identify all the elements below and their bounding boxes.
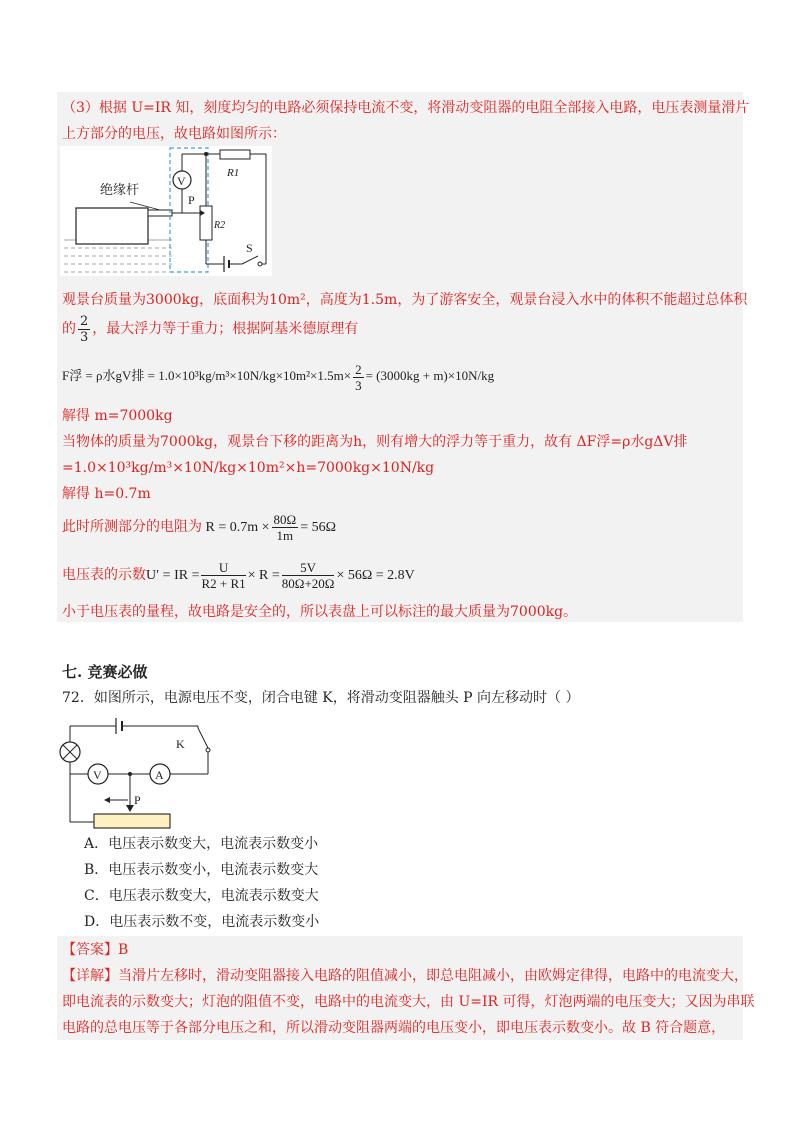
solution-line-8: 解得 h=0.7m (62, 486, 151, 502)
key-switch (198, 728, 208, 748)
lamp-circuit-diagram (58, 712, 228, 830)
option-d: D．电压表示数不变，电流表示数变小 (84, 914, 320, 930)
solution-line-2: 上方部分的电压，故电路如图所示： (62, 126, 286, 142)
svg-text:R2: R2 (214, 220, 226, 231)
detail-line-1: 【详解】当滑片左移时，滑动变阻器接入电路的阻值减小，即总电阻减小，由欧姆定律得，电路中的电流变大， (62, 968, 748, 984)
option-a: A．电压表示数变大，电流表示数变小 (84, 836, 319, 852)
svg-text:V: V (93, 768, 102, 782)
svg-text:S: S (246, 241, 253, 255)
resistor-r1 (220, 150, 250, 159)
fraction-two-thirds: $\frac{2}{3}$ (80, 313, 89, 345)
detail-line-2: 即电流表的示数变大；灯泡的阻值不变，电路中的电流变大，由 U=IR 可得，灯泡两端的电压变大；又因为串联 (62, 994, 755, 1010)
svg-text:P: P (188, 193, 195, 207)
rheostat (94, 814, 170, 828)
svg-text:V: V (177, 174, 186, 188)
svg-text:R1: R1 (227, 167, 240, 179)
question-stem: 72．如图所示，电源电压不变，闭合电键 K，将滑动变阻器触头 P 向左移动时（ ） (62, 690, 580, 706)
solution-line-4 (62, 312, 358, 346)
solution-line-6: 当物体的质量为7000kg，观景台下移的距离为h，则有增大的浮力等于重力，故有 ΔF浮=ρ水gΔV排 (62, 434, 688, 450)
solution-line-5: 解得 m=7000kg (62, 408, 173, 424)
answer-line: 【答案】B (62, 942, 129, 958)
platform-block (76, 208, 148, 244)
solution-line-1: （3）根据 U=IR 知，刻度均匀的电路必须保持电流不变，将滑动变阻器的电阻全部接入电路，电压表测量滑片 (62, 100, 750, 116)
svg-text:A: A (155, 768, 164, 782)
rod-label: 绝缘杆 (100, 182, 140, 197)
solution-line-3: 观景台质量为3000kg，底面积为10m²，高度为1.5m，为了游客安全，观景台浸入水中的体积不能超过总体积 (62, 292, 748, 308)
option-c: C．电压表示数变大，电流表示数变大 (84, 888, 319, 904)
line4-suffix: ，最大浮力等于重力；根据阿基米德原理有 (92, 321, 359, 337)
option-b: B．电压表示数变小，电流表示数变大 (84, 862, 319, 878)
section-title: 七. 竞赛必做 (62, 663, 148, 681)
solution-line-7: =1.0×10³kg/m³×10N/kg×10m²×h=7000kg×10N/kg (62, 460, 435, 476)
insulating-rod (148, 210, 172, 216)
solution-line-11: 小于电压表的量程，故电路是安全的，所以表盘上可以标注的最大质量为7000kg。 (62, 604, 578, 620)
equation-buoyancy: F浮 = ρ水gV排 = 1.0×10³kg/m³×10N/kg×10m²×1.5m× $\frac{2}{3}$ = (3000kg + m)×10N/kg (62, 361, 495, 393)
solution-line-10: 电压表的示数U′ = IR = $\frac{U}{R2 + R1}$ × R = $\frac{5V}{80\Omega+20\Omega}$ × 56Ω = 2.8V (62, 560, 415, 592)
svg-text:P: P (134, 793, 141, 807)
line4-prefix: 的 (62, 321, 76, 337)
solution-line-9: 此时所测部分的电阻为 R = 0.7m × $\frac{80\Omega}{1m}$ = 56Ω (62, 512, 337, 544)
float-circuit-diagram (60, 146, 272, 276)
detail-line-3: 电路的总电压等于各部分电压之和，所以滑动变阻器两端的电压变小，即电压表示数变小。故 B 符合题意， (62, 1020, 726, 1036)
svg-text:K: K (176, 737, 185, 751)
